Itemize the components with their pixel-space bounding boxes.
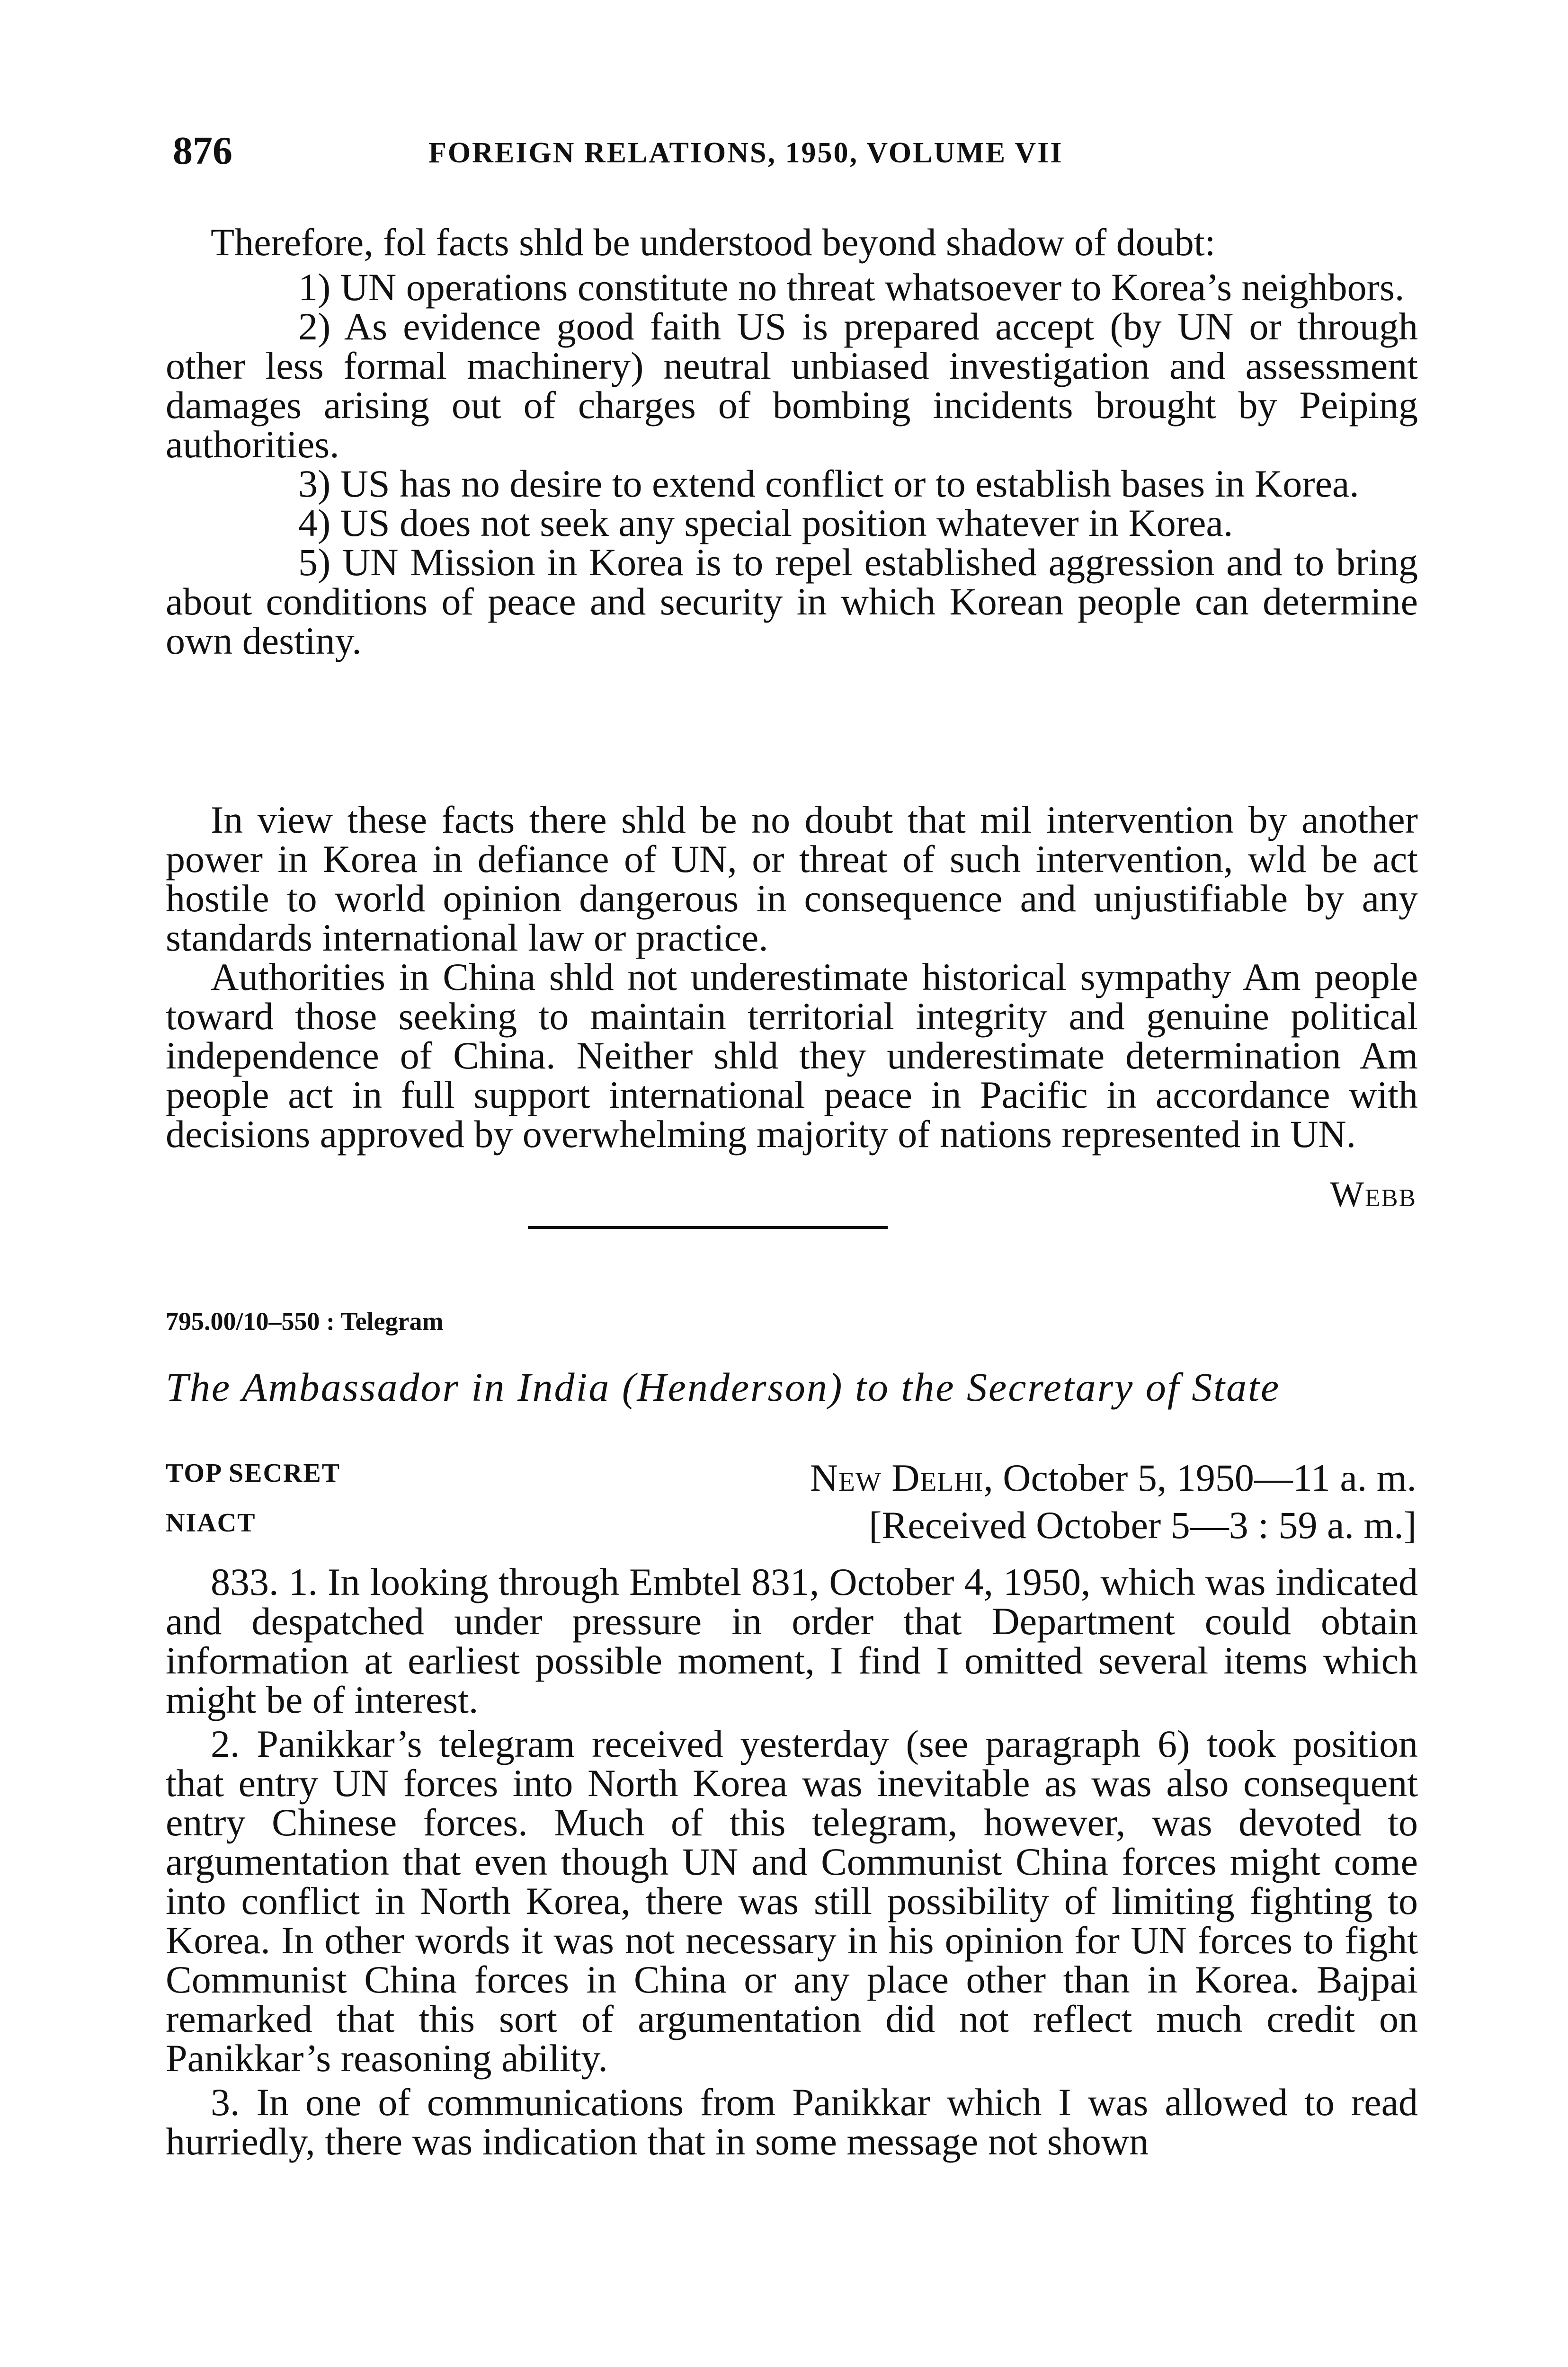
running-title: FOREIGN RELATIONS, 1950, VOLUME VII: [428, 137, 1063, 169]
document-title: The Ambassador in India (Henderson) to the Secretary of State: [166, 1364, 1281, 1410]
signature: Webb: [1330, 1175, 1417, 1214]
point-item: 2) As evidence good faith US is prepared accept (by UN or through other less formal machinery) neutral unbiased investigation and assessment damages arising out of charges of bombing incidents brought by Peiping authorities.: [166, 305, 1418, 466]
dateline-place: New Delhi: [810, 1456, 984, 1499]
section-divider: [528, 1226, 888, 1229]
file-reference: 795.00/10–550 : Telegram: [166, 1307, 444, 1335]
point-item: 3) US has no desire to extend conflict or to establish bases in Korea.: [298, 462, 1359, 505]
page-header: [173, 128, 1418, 180]
received-line: [Received October 5—3 : 59 a. m.]: [869, 1504, 1417, 1547]
classification-top-secret: TOP SECRET: [166, 1459, 341, 1488]
dateline: [810, 1456, 1417, 1500]
body-paragraph: Authorities in China shld not underestimate historical sympathy Am people toward those seeking to maintain territorial integrity and genuine political independence of China. Neither shld they underestimate determination Am people act in full support international peace in Pacific in accordance with decisions approved by overwhelming majority of nations represented in UN.: [166, 955, 1418, 1156]
point-item: 4) US does not seek any special position whatever in Korea.: [298, 501, 1233, 544]
body-paragraph: In view these facts there shld be no doubt that mil intervention by another power in Korea in defiance of UN, or threat of such intervention, wld be act hostile to world opinion dangerous in consequence and unjustifiable by any standards international law or practice.: [166, 798, 1418, 959]
body-paragraph: 2. Panikkar’s telegram received yesterday (see paragraph 6) took position that entry UN forces into North Korea was inevitable as was also consequent entry Chinese forces. Much of this telegram, however, was devoted to argumentation that even though UN and Communist China forces might come into conflict in North Korea, there was still possibility of limiting fighting to Korea. In other words it was not necessary in his opinion for UN forces to fight Communist China forces in China or any place other than in Korea. Bajpai remarked that this sort of argumentation did not reflect much credit on Panikkar’s reasoning ability.: [166, 1722, 1418, 2080]
telegram-body: [166, 1562, 1418, 2166]
points-lead: Therefore, fol facts shld be understood beyond shadow of doubt:: [211, 221, 1216, 264]
point-item: 5) UN Mission in Korea is to repel established aggression and to bring about conditions of peace and security in which Korean people can determine own destiny.: [166, 541, 1418, 662]
body-paragraph: 3. In one of communications from Panikkar which I was allowed to read hurriedly, there was indication that in some message not shown: [166, 2081, 1418, 2163]
dateline-date: , October 5, 1950—11 a. m.: [983, 1456, 1417, 1499]
page-number: 876: [173, 129, 232, 173]
classification-niact: NIACT: [166, 1508, 256, 1538]
points-section: [166, 222, 1418, 660]
conclusion-section: [166, 800, 1418, 1154]
body-paragraph: 833. 1. In looking through Embtel 831, October 4, 1950, which was indicated and despatched under pressure in order that Department could obtain information at earliest possible moment, I find I omitted several items which might be of interest.: [166, 1560, 1418, 1721]
point-item: 1) UN operations constitute no threat whatsoever to Korea’s neighbors.: [298, 266, 1405, 309]
